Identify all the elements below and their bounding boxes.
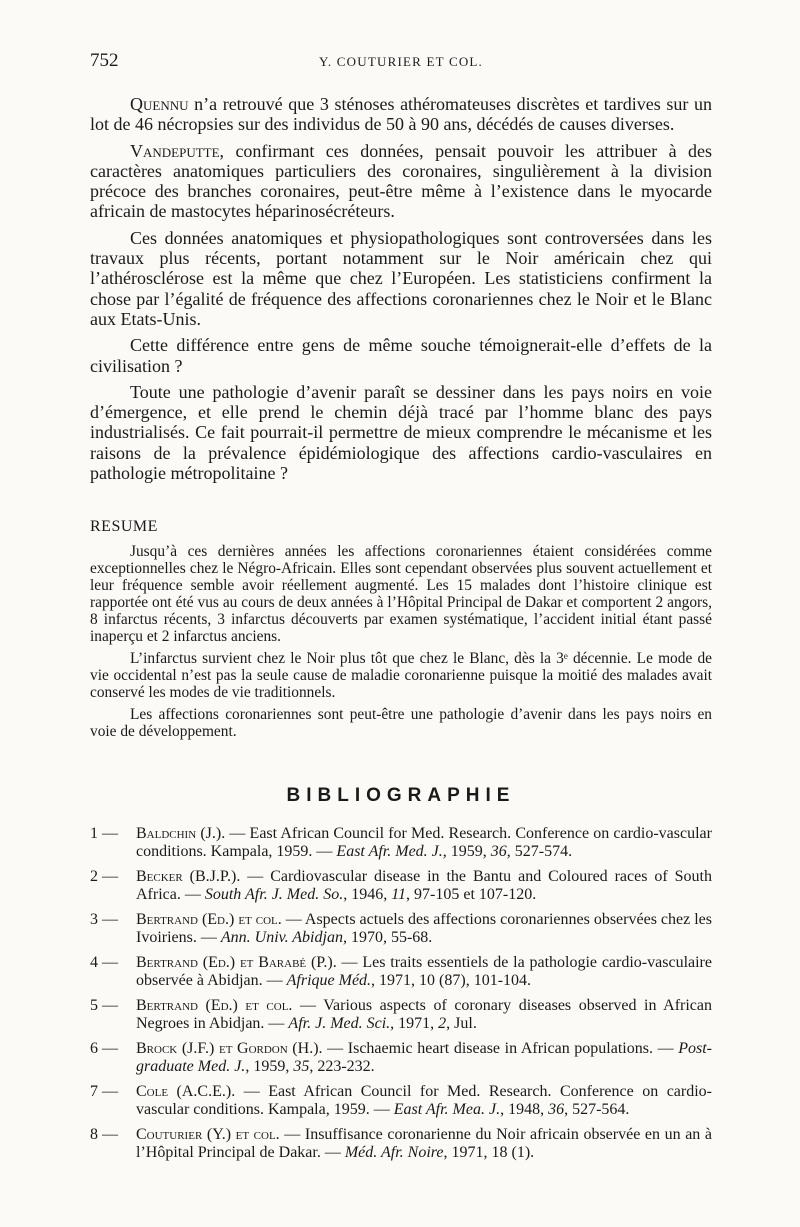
reference-tail: , 1946, — [343, 886, 392, 903]
reference-text: — Insuffisance coronarienne du Noir africain observée en un an à l’Hôpital Principal de Dakar. — — [136, 1126, 713, 1161]
reference-pages: , 527-564. — [564, 1101, 630, 1118]
reference-item — [90, 868, 712, 904]
reference-text: — Ischaemic heart disease in African populations. — — [322, 1040, 679, 1057]
reference-authors: Bertrand (Ed.) et col. — [136, 997, 293, 1014]
reference-volume: 36 — [548, 1101, 565, 1118]
reference-authors: Bertrand (Ed.) et col. — [136, 911, 282, 928]
reference-journal: Méd. Afr. Noire — [344, 1144, 444, 1161]
reference-text: — East African Council for Med. Research. Conference on cardio-vascular conditions. Kampala, 1959. — — [136, 1083, 713, 1118]
reference-journal: Post-graduate Med. J. — [136, 1040, 712, 1075]
reference-journal: Afrique Méd. — [286, 972, 372, 989]
reference-text: — Various aspects of coronary diseases observed in African Negroes in Abidjan. — — [136, 997, 712, 1032]
reference-tail: , 1970, 55-68. — [342, 929, 433, 946]
reference-number: 4 — — [90, 954, 118, 971]
reference-authors: Baldchin (J.). — [136, 825, 226, 842]
paragraph-text: n’a retrouvé que 3 sténoses athéromateuses discrètes et tardives sur un lot de 46 nécropsies sur des individus de 50 à 90 ans, décédés de causes diverses. — [90, 94, 712, 135]
reference-text: — East African Council for Med. Research. Conference on cardio-vascular conditions. Kampala, 1959. — — [136, 825, 712, 860]
reference-tail: , 1959, — [245, 1058, 294, 1075]
bibliography-list — [90, 825, 712, 1169]
reference-tail: , 1959, — [442, 843, 491, 860]
reference-text: — Les traits essentiels de la pathologie cardio-vasculaire observée à Abidjan. — — [136, 954, 712, 989]
reference-item — [90, 911, 712, 947]
reference-number: 1 — — [90, 825, 118, 842]
paragraph-text: Toute une pathologie d’avenir paraît se dessiner dans les pays noirs en voie d’émergence, et elle prend le chemin déjà tracé par l’homme blanc des pays industrialisés. Ce fait pourrait-il permettre de mieux comprendre le mécanisme et les raisons de la prévalence épidémiologique des affections cardio-vasculaires en pathologie métropolitaine ? — [90, 381, 712, 484]
reference-authors: Becker (B.J.P.). — [136, 868, 241, 885]
reference-pages: , Jul. — [446, 1015, 477, 1032]
resume-paragraph: Les affections coronariennes sont peut-être une pathologie d’avenir dans les pays noirs en voie de développement. — [90, 706, 712, 740]
body-paragraph — [90, 335, 712, 376]
reference-authors: Couturier (Y.) et col. — [136, 1126, 280, 1143]
reference-journal: East Afr. Med. J. — [336, 843, 443, 860]
resume-paragraph: L’infarctus survient chez le Noir plus tôt que chez le Blanc, dès la 3ᵉ décennie. Le mode de vie occidental n’est pas la seule cause de maladie coronarienne puisque la moitié des malades avait conservé les modes de vie traditionnels. — [90, 650, 712, 701]
reference-number: 6 — — [90, 1040, 118, 1057]
page-number: 752 — [90, 50, 119, 71]
reference-pages: , 527-574. — [506, 843, 573, 860]
reference-item — [90, 1126, 712, 1162]
reference-volume: 36 — [490, 843, 507, 860]
reference-number: 8 — — [90, 1126, 118, 1143]
resume-heading: RESUME — [90, 518, 158, 535]
reference-pages: , 223-232. — [309, 1058, 375, 1075]
reference-journal: Ann. Univ. Abidjan — [220, 929, 343, 946]
reference-number: 2 — — [90, 868, 118, 885]
reference-tail: , 1971, — [390, 1015, 439, 1032]
reference-volume: 35 — [293, 1058, 310, 1075]
body-paragraph — [90, 141, 712, 222]
reference-tail: , 1971, 10 (87), 101-104. — [371, 972, 532, 989]
author-name: Vandeputte — [130, 140, 220, 161]
running-head: Y. COUTURIER ET COL. — [319, 54, 483, 69]
reference-authors: Bertrand (Ed.) et Barabé (P.). — [136, 954, 337, 971]
reference-authors: Brock (J.F.) et Gordon (H.). — [136, 1040, 323, 1057]
reference-item — [90, 954, 712, 990]
paragraph-text: , confirmant ces données, pensait pouvoir les attribuer à des caractères anatomiques particuliers des coronaires, singulièrement à la division précoce des branches coronaires, peut-être même à l’existence dans le myocarde africain de mastocytes héparinosécréteurs. — [90, 140, 712, 222]
bibliography-heading: BIBLIOGRAPHIE — [286, 785, 516, 806]
reference-number: 5 — — [90, 997, 118, 1014]
reference-journal: East Afr. Mea. J. — [393, 1101, 501, 1118]
reference-volume: 11 — [391, 886, 407, 903]
body-paragraph — [90, 94, 712, 135]
reference-number: 7 — — [90, 1083, 118, 1100]
reference-item — [90, 1083, 712, 1119]
page-header — [90, 50, 712, 74]
reference-authors: Cole (A.C.E.). — [136, 1083, 236, 1100]
reference-item — [90, 1040, 712, 1076]
body-text — [90, 94, 712, 489]
reference-item — [90, 825, 712, 861]
reference-volume: 2 — [438, 1015, 447, 1032]
reference-text: — Cardiovascular disease in the Bantu and Coloured races of South Africa. — — [136, 868, 712, 903]
paragraph-text: Ces données anatomiques et physiopathologiques sont controversées dans les travaux plus récents, portant notamment sur le Noir américain chez qui l’athérosclérose est la même que chez l’Européen. Les statisticiens confirment la chose par l’égalité de fréquence des affections coronariennes chez le Noir et le Blanc aux Etats-Unis. — [90, 227, 712, 329]
paragraph-text: Cette différence entre gens de même souche témoignerait-elle d’effets de la civilisation ? — [90, 335, 712, 376]
reference-pages: , 97-105 et 107-120. — [406, 886, 537, 903]
reference-tail: , 1971, 18 (1). — [443, 1144, 535, 1161]
reference-tail: , 1948, — [500, 1101, 549, 1118]
resume-section — [90, 543, 712, 745]
reference-number: 3 — — [90, 911, 118, 928]
body-paragraph — [90, 228, 712, 329]
reference-journal: South Afr. J. Med. So. — [204, 886, 344, 903]
reference-item — [90, 997, 712, 1033]
reference-journal: Afr. J. Med. Sci. — [288, 1015, 391, 1032]
body-paragraph — [90, 382, 712, 483]
reference-text: — Aspects actuels des affections coronariennes observées chez les Ivoiriens. — — [136, 911, 712, 946]
resume-paragraph: Jusqu’à ces dernières années les affections coronariennes étaient considérées comme exceptionnelles chez le Négro-Africain. Elles sont cependant observées plus souvent actuellement et leur fréquence semble avoir réellement augmenté. Les 15 malades dont l’histoire clinique est rapportée ont été vus au cours de deux années à l’Hôpital Principal de Dakar et comportent 2 angors, 8 infarctus récents, 3 infarctus découverts par examen systématique, l’accident initial étant passé inaperçu et 2 infarctus anciens. — [90, 543, 712, 645]
author-name: Quennu — [130, 94, 189, 114]
